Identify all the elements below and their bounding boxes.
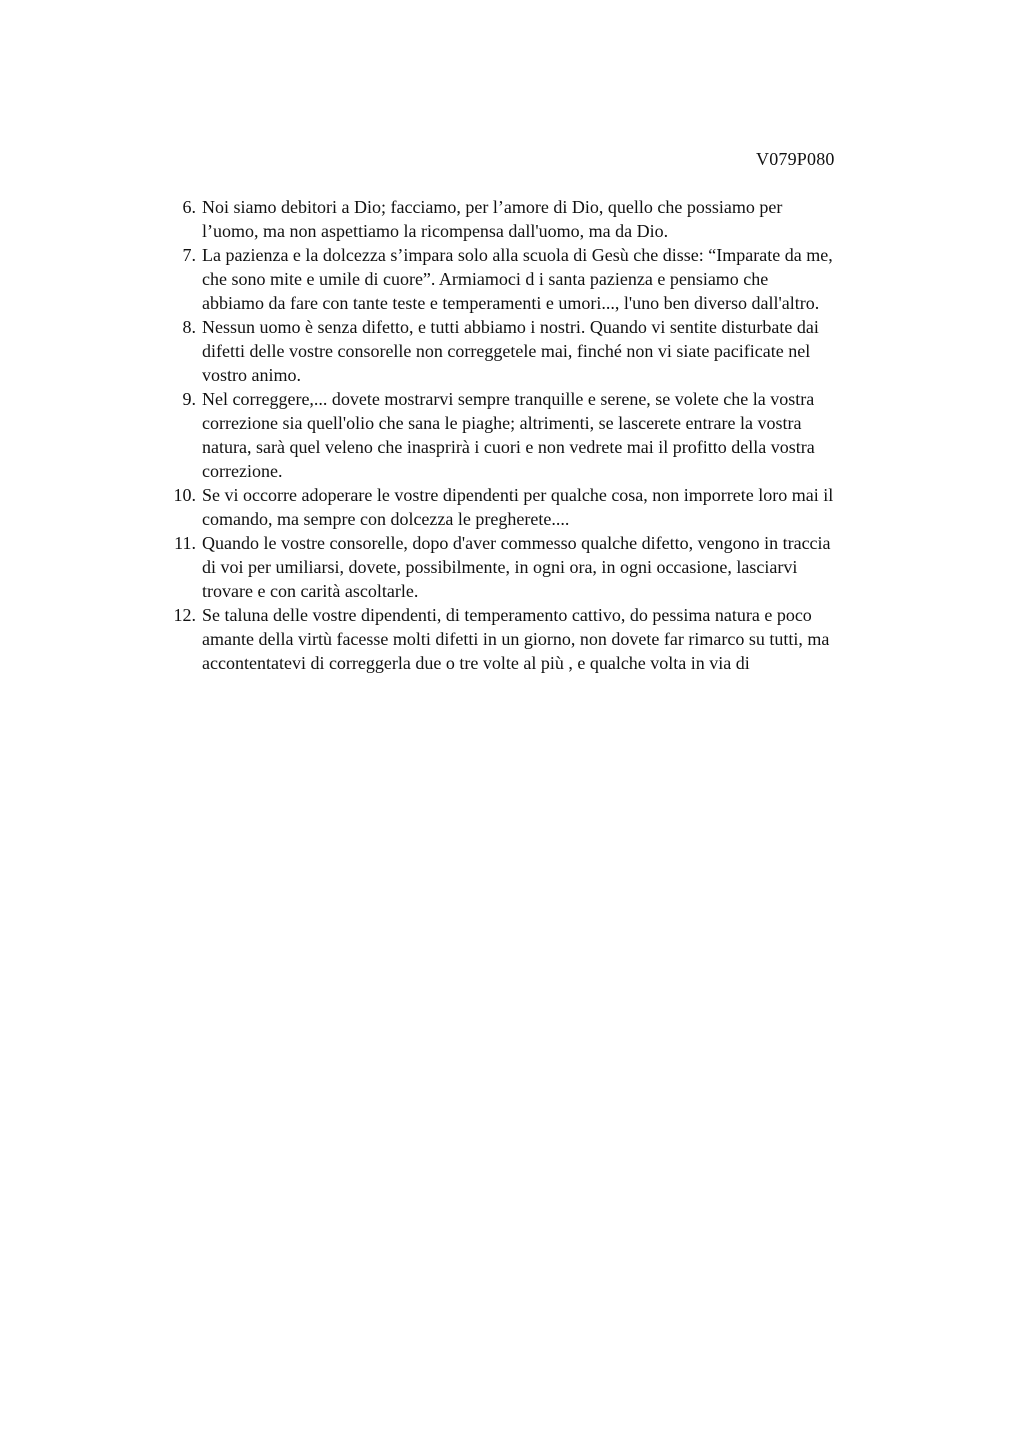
list-item-line: correzione sia quell'olio che sana le piaghe; altrimenti, se lascerete entrare la vostra: [202, 413, 802, 433]
list-item-number: 10.: [173, 485, 196, 505]
list-item-line: correzione.: [202, 461, 283, 481]
list-item-line: comando, ma sempre con dolcezza le pregherete....: [202, 509, 570, 529]
list-item-line: trovare e con carità ascoltarle.: [202, 581, 419, 601]
list-item-line: Quando le vostre consorelle, dopo d'aver commesso qualche difetto, vengono in traccia: [202, 533, 831, 553]
list-item: [160, 483, 935, 531]
list-item-number: 8.: [182, 317, 196, 337]
list-item-line: di voi per umiliarsi, dovete, possibilmente, in ogni ora, in ogni occasione, lasciarvi: [202, 557, 798, 577]
numbered-list: [160, 195, 935, 675]
list-item: [160, 531, 935, 603]
list-item-line: Noi siamo debitori a Dio; facciamo, per l’amore di Dio, quello che possiamo per: [202, 197, 783, 217]
list-item-line: difetti delle vostre consorelle non correggetele mai, finché non vi siate pacificate nel: [202, 341, 811, 361]
list-item-line: amante della virtù facesse molti difetti in un giorno, non dovete far rimarco su tutti, ma: [202, 629, 830, 649]
list-item-line: accontentatevi di correggerla due o tre volte al più , e qualche volta in via di: [202, 653, 750, 673]
list-item: [160, 387, 935, 483]
list-item-line: Nel correggere,... dovete mostrarvi sempre tranquille e serene, se volete che la vostra: [202, 389, 815, 409]
list-item-line: Nessun uomo è senza difetto, e tutti abbiamo i nostri. Quando vi sentite disturbate dai: [202, 317, 819, 337]
list-item-line: natura, sarà quel veleno che inasprirà i cuori e non vedrete mai il profitto della vostra: [202, 437, 815, 457]
list-item-line: abbiamo da fare con tante teste e temperamenti e umori..., l'uno ben diverso dall'altro.: [202, 293, 820, 313]
list-item-line: l’uomo, ma non aspettiamo la ricompensa dall'uomo, ma da Dio.: [202, 221, 669, 241]
page-code: V079P080: [756, 149, 835, 169]
list-item: [160, 315, 935, 387]
list-item: [160, 603, 935, 675]
list-item-number: 6.: [182, 197, 196, 217]
list-item-number: 11.: [174, 533, 196, 553]
list-item-line: Se taluna delle vostre dipendenti, di temperamento cattivo, do pessima natura e poco: [202, 605, 812, 625]
list-item-line: che sono mite e umile di cuore”. Armiamoci d i santa pazienza e pensiamo che: [202, 269, 769, 289]
list-item-line: Se vi occorre adoperare le vostre dipendenti per qualche cosa, non imporrete loro mai il: [202, 485, 834, 505]
list-item: [160, 243, 935, 315]
list-item-number: 12.: [173, 605, 196, 625]
list-item-line: La pazienza e la dolcezza s’impara solo alla scuola di Gesù che disse: “Imparate da me,: [202, 245, 833, 265]
list-item-number: 7.: [182, 245, 196, 265]
list-item: [160, 195, 935, 243]
list-item-number: 9.: [182, 389, 196, 409]
list-item-line: vostro animo.: [202, 365, 301, 385]
